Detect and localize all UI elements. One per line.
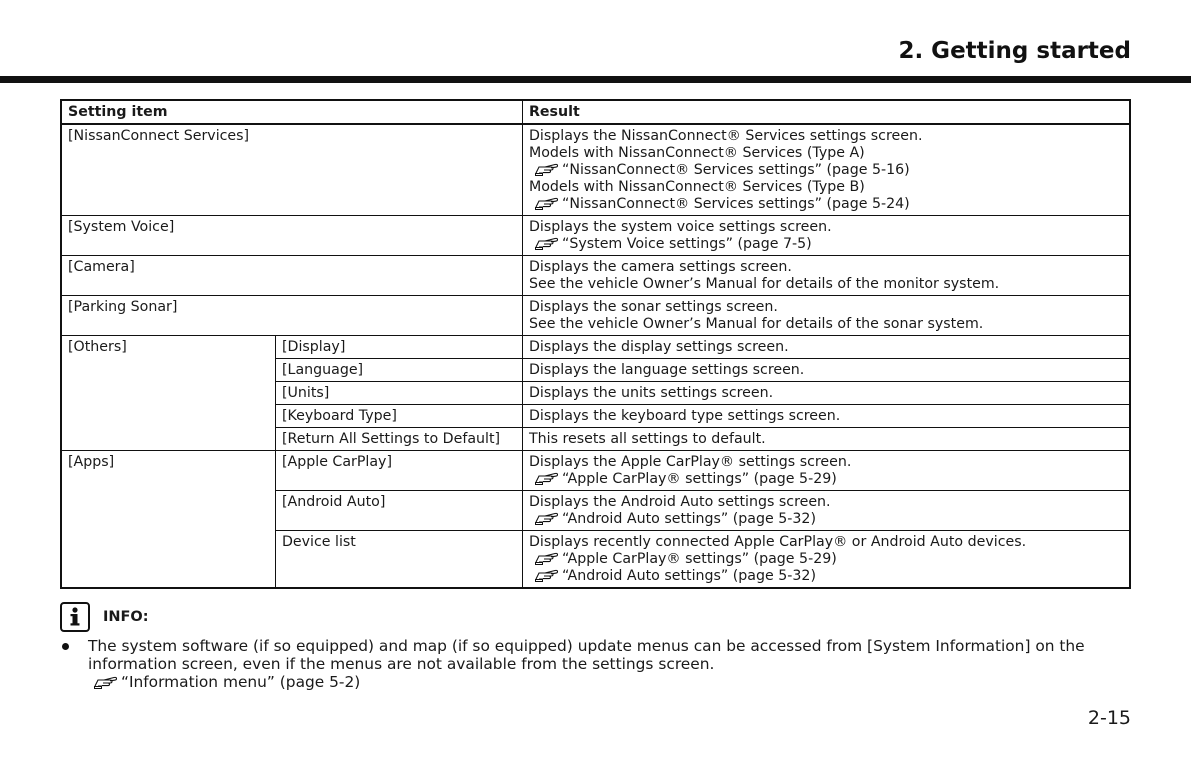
sub-item-device-list: Device list xyxy=(276,531,523,589)
reference-text: “System Voice settings” (page 7-5) xyxy=(562,236,812,252)
result-cell xyxy=(523,256,1131,296)
page-reference[interactable] xyxy=(88,673,1133,691)
result-text: Displays recently connected Apple CarPlay® or Android Auto devices. xyxy=(529,534,1027,550)
model-note: Models with NissanConnect® Services (Type A) xyxy=(529,145,865,161)
info-note xyxy=(88,637,1133,691)
reference-text: “Android Auto settings” (page 5-32) xyxy=(562,511,816,527)
reference-text: “Apple CarPlay® settings” (page 5-29) xyxy=(562,471,837,487)
settings-table xyxy=(60,99,1131,589)
model-note: Models with NissanConnect® Services (Type B) xyxy=(529,179,865,195)
reference-text: “NissanConnect® Services settings” (page 5-16) xyxy=(562,162,910,178)
info-text: The system software (if so equipped) and map (if so equipped) update menus can be accessed from [System Information] on the information screen, even if the menus are not available from the settings screen. xyxy=(88,637,1085,673)
page-reference[interactable] xyxy=(529,551,1123,568)
info-icon xyxy=(60,602,90,632)
result-text: This resets all settings to default. xyxy=(523,428,1131,451)
page-reference[interactable] xyxy=(529,471,1123,488)
table-row xyxy=(61,216,1130,256)
page-number: 2-15 xyxy=(1087,707,1131,729)
result-cell xyxy=(523,216,1131,256)
reference-text: “Android Auto settings” (page 5-32) xyxy=(562,568,816,584)
sub-item-keyboard-type: [Keyboard Type] xyxy=(276,405,523,428)
table-header-row xyxy=(61,100,1130,124)
result-text: Displays the Android Auto settings screen. xyxy=(529,494,831,510)
result-cell xyxy=(523,124,1131,216)
result-note: See the vehicle Owner’s Manual for details of the monitor system. xyxy=(529,276,1000,292)
pointing-hand-icon xyxy=(535,552,559,565)
reference-text: “NissanConnect® Services settings” (page 5-24) xyxy=(562,196,910,212)
result-cell xyxy=(523,296,1131,336)
pointing-hand-icon xyxy=(535,512,559,525)
result-text: Displays the system voice settings screen. xyxy=(529,219,832,235)
result-text: Displays the sonar settings screen. xyxy=(529,299,778,315)
chapter-title: 2. Getting started xyxy=(898,38,1131,64)
result-text: Displays the language settings screen. xyxy=(523,359,1131,382)
result-cell xyxy=(523,451,1131,491)
header-result: Result xyxy=(523,100,1131,124)
pointing-hand-icon xyxy=(94,676,118,689)
sub-item-units: [Units] xyxy=(276,382,523,405)
setting-item-others: [Others] xyxy=(61,336,276,451)
sub-item-display: [Display] xyxy=(276,336,523,359)
result-text: Displays the units settings screen. xyxy=(523,382,1131,405)
table-row xyxy=(61,451,1130,491)
result-text: Displays the keyboard type settings screen. xyxy=(523,405,1131,428)
page-reference[interactable] xyxy=(529,568,1123,585)
header-rule xyxy=(0,76,1191,83)
setting-item-apps: [Apps] xyxy=(61,451,276,589)
reference-text: “Apple CarPlay® settings” (page 5-29) xyxy=(562,551,837,567)
page-reference[interactable] xyxy=(529,162,1123,179)
bullet-icon xyxy=(62,643,69,650)
pointing-hand-icon xyxy=(535,237,559,250)
page-reference[interactable] xyxy=(529,511,1123,528)
pointing-hand-icon xyxy=(535,163,559,176)
result-text: Displays the NissanConnect® Services settings screen. xyxy=(529,128,923,144)
page-reference[interactable] xyxy=(529,236,1123,253)
setting-item-nissanconnect: [NissanConnect Services] xyxy=(61,124,523,216)
setting-item-camera: [Camera] xyxy=(61,256,523,296)
result-note: See the vehicle Owner’s Manual for details of the sonar system. xyxy=(529,316,984,332)
header-setting-item: Setting item xyxy=(61,100,523,124)
info-label: INFO: xyxy=(103,609,149,625)
table-row xyxy=(61,296,1130,336)
table-row xyxy=(61,336,1130,359)
reference-text: “Information menu” (page 5-2) xyxy=(121,673,361,691)
sub-item-language: [Language] xyxy=(276,359,523,382)
result-text: Displays the camera settings screen. xyxy=(529,259,792,275)
page-reference[interactable] xyxy=(529,196,1123,213)
result-cell xyxy=(523,491,1131,531)
pointing-hand-icon xyxy=(535,197,559,210)
sub-item-reset: [Return All Settings to Default] xyxy=(276,428,523,451)
table-row xyxy=(61,124,1130,216)
result-cell xyxy=(523,531,1131,589)
result-text: Displays the display settings screen. xyxy=(523,336,1131,359)
result-text: Displays the Apple CarPlay® settings screen. xyxy=(529,454,852,470)
sub-item-apple-carplay: [Apple CarPlay] xyxy=(276,451,523,491)
setting-item-system-voice: [System Voice] xyxy=(61,216,523,256)
setting-item-parking-sonar: [Parking Sonar] xyxy=(61,296,523,336)
pointing-hand-icon xyxy=(535,569,559,582)
table-row xyxy=(61,256,1130,296)
pointing-hand-icon xyxy=(535,472,559,485)
sub-item-android-auto: [Android Auto] xyxy=(276,491,523,531)
